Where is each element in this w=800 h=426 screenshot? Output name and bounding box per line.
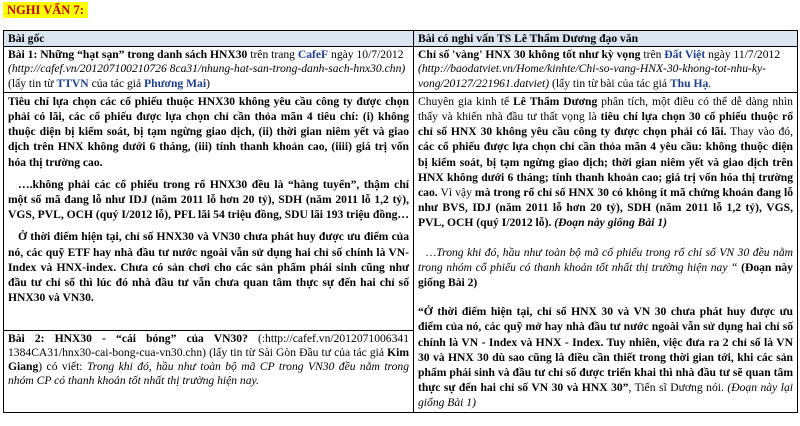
- text: “Ở thời điểm hiện tại, chỉ số HNX 30 và VN 30 chưa phát huy được ưu điểm của nó, các quỹ mở hay nhà đầu tư nước ngoài vẫn sử dụng hai chỉ số chính là VN - Index và HNX - Index. Tuy nhiên, việc đưa ra 2 chỉ số là VN 30 và HNX 30 dù sao cũng là điều cần thiết trong thời gian tới, khi các sản phẩm phái sinh và đầu tư chỉ số được triển khai thì nhà đầu tư sẽ quan tâm thực sự đến hai chỉ số VN 30 và HNX 30”: [418, 305, 793, 395]
- similarity-note: (Đoạn này giống Bài 1): [554, 216, 667, 230]
- author-name: Thu Hạ: [669, 76, 709, 90]
- text: mà trong rổ chỉ số HNX 30 có không ít mã chứng khoán đang lỗ như BVS, IDJ (năm 2011 lỗ hơn 20 tỷ), SDH (năm 2011 lỗ 1,2 tỷ), VGS, PVL, OCH (quý I/2012 lỗ).: [418, 186, 793, 230]
- text: phân tích, một điều có thể dễ dàng nhìn thấy và khiến nhà đầu tư thất vọng là: [418, 94, 793, 124]
- similarity-note: (Đoạn này lại giống Bài 1): [418, 381, 793, 410]
- article-url[interactable]: (http://baodatviet.vn/Home/kinhte/Chi-so-vang-HNX-30-khong-tot-nhu-ky-vong/20127/221961.datviet): [418, 62, 767, 90]
- paragraph: [418, 245, 793, 291]
- table-row-sources: [4, 47, 798, 93]
- text: ngày 11/7/2012: [705, 48, 781, 62]
- original-content-cell: [4, 92, 414, 330]
- paragraph: Tiêu chí lựa chọn các cổ phiếu thuộc HNX30 không yêu cầu công ty được chọn phải có lãi, các cổ phiếu được lựa chọn chỉ cần thỏa mãn 4 tiêu chí: (i) không thuộc diện bị kiểm soát, bị tạm ngừng giao dịch, (ii) thời gian niêm yết và giao dịch trên HNX không dưới 6 tháng, (iii) tính thanh khoản cao, (iiii) giá trị vốn hóa thị trường cao.: [8, 94, 409, 169]
- article-title: Bài 2: HNX30 - “cái bóng” của VN30?: [8, 331, 248, 345]
- person-name: Lê Thẩm Dương: [513, 94, 598, 108]
- text: , Tiến sĩ Dương nói.: [628, 381, 728, 395]
- original-source2-cell: [4, 330, 414, 412]
- original-source-cell: [4, 47, 414, 93]
- text: …Trong khi đó, hầu như toàn bộ mã cổ phiếu trong rổ chỉ số VN 30 đều nằm trong nhóm cổ phiếu có thanh khoản tốt nhất thị trường hiện nay “: [418, 245, 793, 274]
- author-name: Phương Mai: [144, 76, 207, 90]
- paragraph: [418, 304, 793, 410]
- text: Thay vào đó,: [726, 125, 793, 139]
- section-heading: NGHI VẤN 7:: [3, 2, 88, 18]
- text: ) có viết:: [38, 360, 87, 374]
- author-name: Kim Giang: [8, 346, 409, 374]
- text: .: [708, 76, 712, 90]
- site-name: TTVN: [56, 76, 89, 90]
- site-name: CafeF: [297, 48, 329, 62]
- suspected-content-cell: [414, 92, 798, 412]
- table-header-row: [4, 31, 798, 47]
- similarity-note: (Đoạn này giống Bài 2): [418, 260, 793, 290]
- column-header-suspected: Bài có nghi vấn TS Lê Thẩm Dương đạo văn: [414, 31, 798, 47]
- column-header-original: Bài gốc: [4, 31, 414, 47]
- comparison-table: [3, 30, 798, 413]
- text: (lấy tin từ bài của tác giả: [549, 76, 670, 90]
- text: Vì vậy: [437, 186, 475, 200]
- paragraph: ….không phải các cổ phiếu trong rổ HNX30 đều là “hàng tuyển”, thậm chí một số mã đang lỗ như IDJ (năm 2011 lỗ hơn 20 tỷ), SDH (năm 2011 lỗ 1,2 tỷ), VGS, PVL, OCH (quý I/2012 lỗ), PFL lãi 54 triệu đồng, SDU lãi 193 triệu đồng…: [8, 177, 409, 222]
- table-row-content: [4, 92, 798, 330]
- text: ngày 10/7/2012: [328, 48, 404, 62]
- text: trên trang: [247, 48, 298, 62]
- article-title: Chỉ số 'vàng' HNX 30 không tốt như kỳ vọng: [418, 48, 641, 62]
- paragraph: [418, 94, 793, 231]
- text: tiêu chí lựa chọn 30 cổ phiếu thuộc rổ chỉ số HNX 30 không yêu cầu công ty được chọn phải có lãi.: [418, 110, 794, 139]
- text: Chuyên gia kinh tế: [418, 94, 514, 108]
- text: (:http://cafef.vn/2012071006341 1384CA31/hnx30-cai-bong-cua-vn30.chn) (lấy tin từ Sài Gòn Đầu tư của tác giả: [8, 331, 409, 360]
- text: (lấy tin từ: [8, 76, 57, 90]
- suspected-source-cell: [414, 47, 798, 93]
- text: ): [206, 76, 210, 90]
- site-name: Đất Việt: [664, 48, 706, 62]
- article-url[interactable]: (http://cafef.vn/201207100210726 8ca31/nhung-hat-san-trong-danh-sach-hnx30.chn): [8, 62, 406, 76]
- article-title: Bài 1: Những “hạt sạn” trong danh sách HNX30: [8, 48, 248, 62]
- paragraph: Ở thời điểm hiện tại, chỉ số HNX30 và VN30 chưa phát huy được ưu điểm của nó, các quỹ ETF hay nhà đầu tư nước ngoài vẫn sử dụng hai chỉ số chính là VN-Index và HNX-index. Chưa có sản chơi cho các sản phẩm phái sinh cũng như đầu tư chỉ số thì lúc đó nhà đầu tư vẫn chưa quan tâm thực sự đến hai chỉ số HNX30 và VN30.: [8, 230, 409, 305]
- text: các cổ phiếu được lựa chọn chỉ cần thỏa mãn 4 yêu cầu: không thuộc diện bị kiểm soát, bị tạm ngừng giao dịch; thời gian niêm yết và giao dịch trên HNX không dưới 6 tháng; tính thanh khoản cao; giá trị vốn hóa thị trường cao.: [418, 140, 793, 200]
- quote: Trong khi đó, hầu như toàn bộ mã CP trong VN30 đều nằm trong nhóm CP có thanh khoản tốt nhất thị trường hiện nay.: [8, 360, 410, 388]
- text: trên: [640, 48, 665, 62]
- text: của tác giả: [88, 76, 145, 90]
